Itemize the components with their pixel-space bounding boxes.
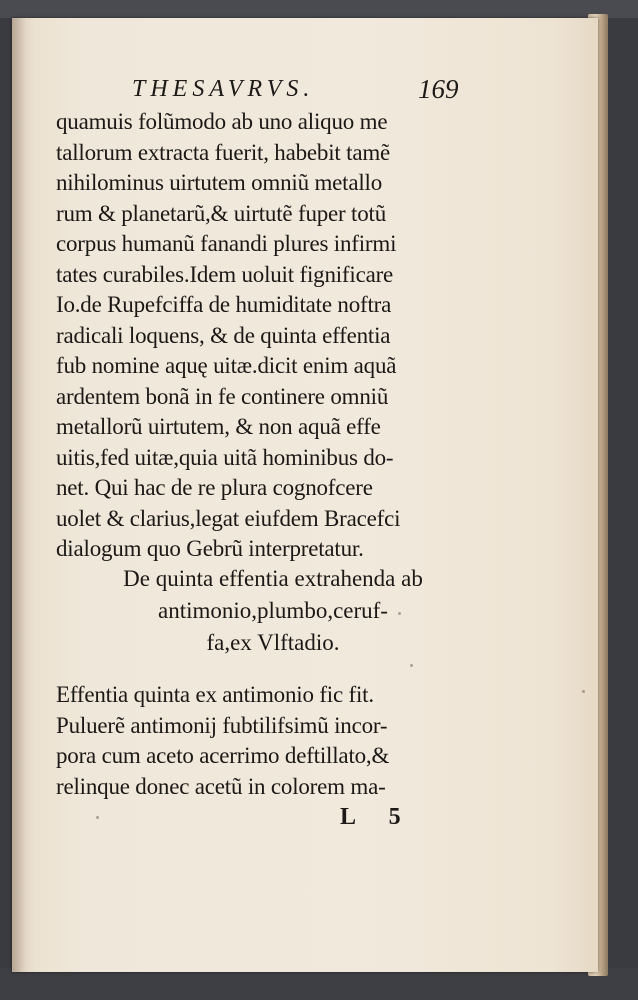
text-line: tallorum extracta fuerit, habebit tamẽ (56, 139, 391, 165)
scanner-backdrop-top (0, 0, 638, 18)
paragraph-2 (56, 680, 466, 802)
scanner-backdrop-bottom (0, 968, 638, 1000)
section-heading (78, 563, 468, 659)
paper-speck (398, 612, 401, 615)
paper-speck (96, 816, 99, 819)
text-line: net. Qui hac de re plura cognofcere (56, 475, 373, 500)
text-line: uitis,fed uitæ,quia uitã hominibus do- (56, 444, 394, 470)
text-line: rum & planetarũ,& uirtutẽ fuper totũ (56, 200, 387, 226)
text-line: quamuis folũmodo ab uno aliquo me (56, 109, 388, 134)
paragraph-1 (56, 107, 466, 565)
page-gutter-shadow (12, 18, 26, 972)
text-line: nihilominus uirtutem omniũ metallo (56, 170, 383, 195)
text-line: corpus humanũ fanandi plures infirmi (56, 231, 397, 256)
text-line: uolet & clarius,legat eiufdem Bracefci (56, 505, 401, 531)
text-line: ardentem bonã in fe continere omniũ (56, 383, 389, 409)
heading-line: De quinta effentia extrahenda ab (123, 566, 423, 591)
paper-speck (410, 664, 413, 667)
heading-line: antimonio,plumbo,ceruf- (158, 598, 388, 623)
text-line: tates curabiles.Idem uoluit fignificare (56, 261, 394, 287)
page-number: 169 (418, 74, 459, 104)
text-line: Effentia quinta ex antimonio fic fit. (56, 682, 374, 707)
text-line: pora cum aceto acerrimo deftillato,& (56, 743, 390, 768)
text-line: metallorũ uirtutem, & non aquã effe (56, 414, 381, 439)
running-head: THESAVRVS. (132, 76, 315, 102)
text-line: dialogum quo Gebrũ interpretatur. (56, 536, 364, 561)
signature-mark: L 5 (340, 804, 415, 830)
text-line: radicali loquens, & de quinta effentia (56, 322, 391, 348)
text-line: fub nomine aquę uitæ.dicit enim aquã (56, 353, 397, 378)
heading-line: fa,ex Vlftadio. (206, 630, 340, 655)
text-line: Puluerẽ antimonij fubtilifsimũ incor- (56, 712, 388, 738)
paper-speck (582, 690, 585, 693)
text-line: relinque donec acetũ in colorem ma- (56, 773, 386, 799)
text-line: Io.de Rupefciffa de humiditate noftra (56, 292, 392, 317)
